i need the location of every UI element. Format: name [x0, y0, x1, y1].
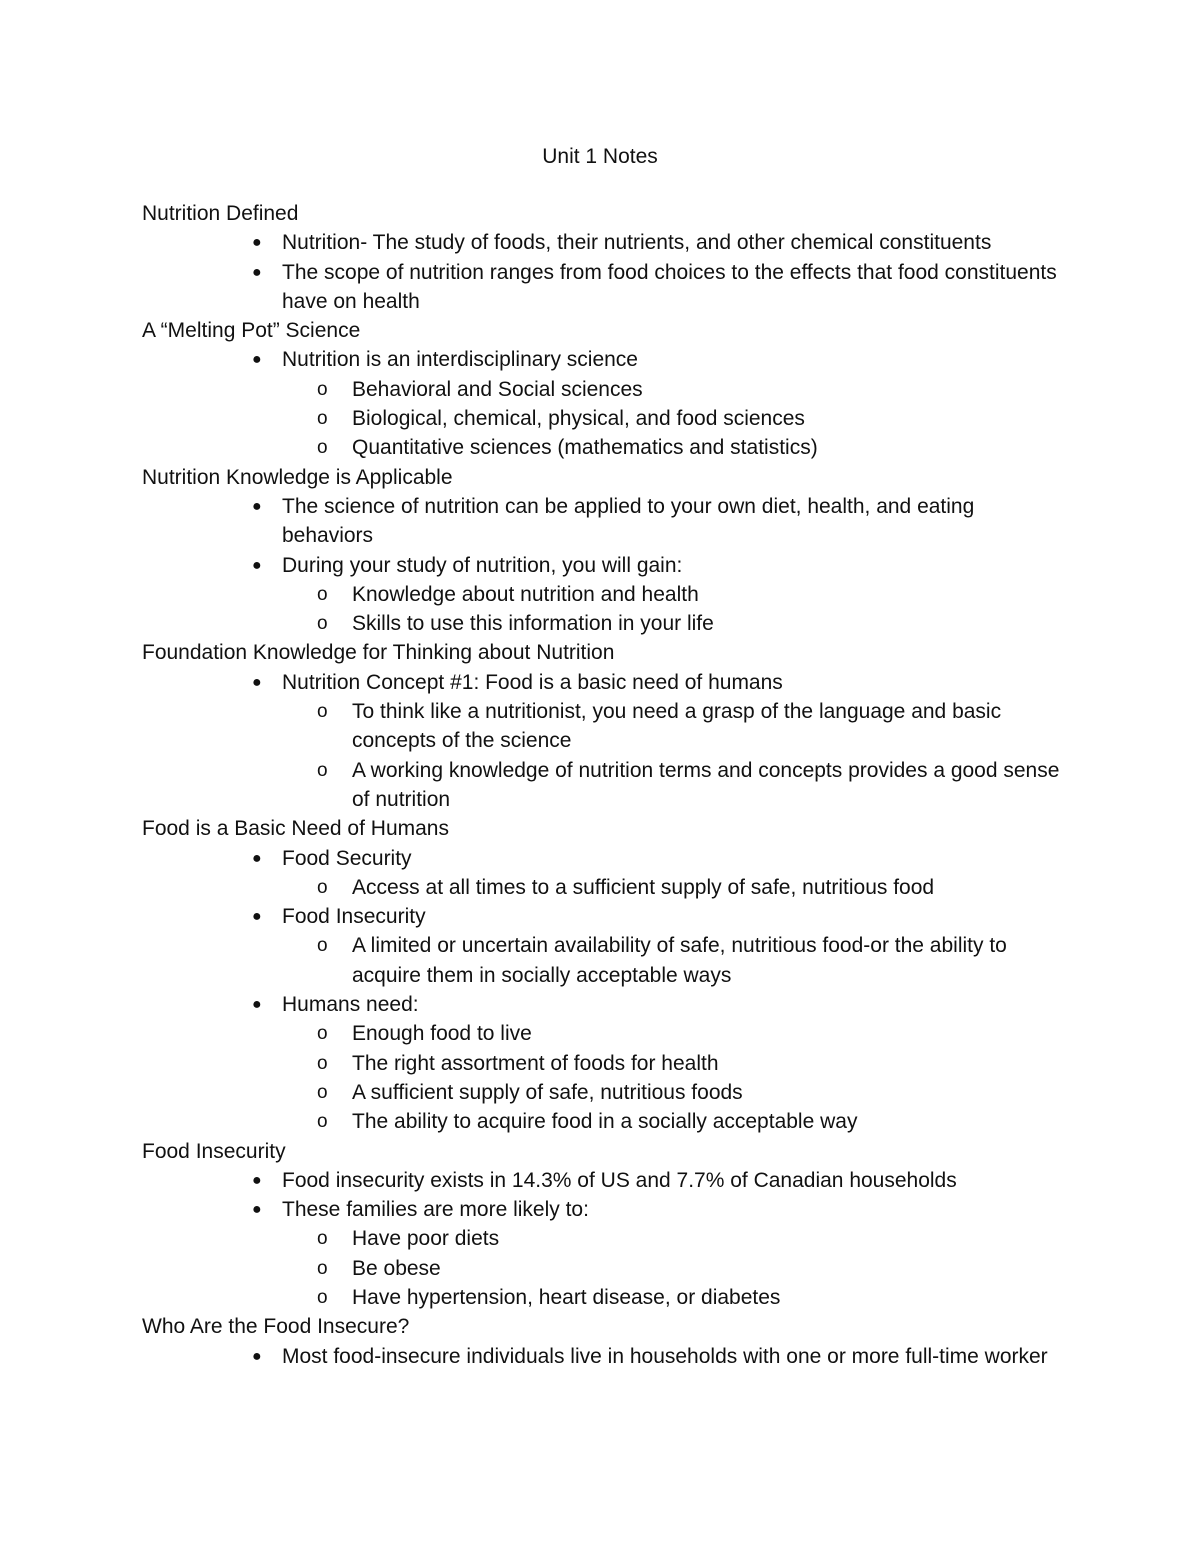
bullet-item	[142, 258, 1062, 317]
bullet-item	[142, 1195, 1062, 1312]
bullet-item	[142, 492, 1062, 551]
sub-bullet-item	[282, 697, 1062, 756]
circle-bullet-icon: o	[317, 583, 328, 605]
bullet-dot-icon: ●	[252, 497, 262, 515]
bullet-list	[142, 492, 1062, 638]
sub-bullet-text: Behavioral and Social sciences	[352, 377, 643, 401]
sub-bullet-text: To think like a nutritionist, you need a grasp of the language and basic concepts of the science	[352, 700, 1002, 753]
sub-bullet-text: Quantitative sciences (mathematics and statistics)	[352, 436, 818, 460]
bullet-dot-icon: ●	[252, 1347, 262, 1365]
circle-bullet-icon: o	[317, 701, 328, 723]
section-heading: Nutrition Defined	[142, 202, 299, 225]
bullet-dot-icon: ●	[252, 673, 262, 691]
circle-bullet-icon: o	[317, 1286, 328, 1308]
bullet-dot-icon: ●	[252, 1171, 262, 1189]
sub-bullet-list	[282, 873, 1062, 902]
bullet-text: Food Insecurity	[282, 905, 426, 929]
bullet-text: Nutrition- The study of foods, their nutrients, and other chemical constituents	[282, 231, 992, 255]
sub-bullet-list	[282, 931, 1062, 990]
sub-bullet-item	[282, 756, 1062, 815]
sub-bullet-text: Enough food to live	[352, 1022, 532, 1046]
sub-bullet-item	[282, 1078, 1062, 1107]
section-heading: A “Melting Pot” Science	[142, 319, 361, 343]
section-heading: Food is a Basic Need of Humans	[142, 817, 449, 841]
section-heading: Foundation Knowledge for Thinking about Nutrition	[142, 641, 615, 665]
sub-bullet-text: The ability to acquire food in a socially acceptable way	[352, 1110, 858, 1134]
sub-bullet-text: A working knowledge of nutrition terms and concepts provides a good sense of nutrition	[352, 758, 1060, 811]
circle-bullet-icon: o	[317, 876, 328, 898]
sub-bullet-list	[282, 375, 1062, 463]
sub-bullet-text: Biological, chemical, physical, and food sciences	[352, 407, 805, 431]
bullet-text: Nutrition is an interdisciplinary science	[282, 348, 638, 372]
sub-bullet-item	[282, 1254, 1062, 1283]
sub-bullet-item	[282, 873, 1062, 902]
bullet-text: The scope of nutrition ranges from food choices to the effects that food constituents have on health	[282, 260, 1057, 313]
circle-bullet-icon: o	[317, 1111, 328, 1133]
bullet-text: Nutrition Concept #1: Food is a basic need of humans	[282, 670, 783, 694]
bullet-item	[142, 228, 1062, 257]
sub-bullet-text: A sufficient supply of safe, nutritious foods	[352, 1080, 743, 1104]
bullet-item	[142, 990, 1062, 1136]
bullet-list	[142, 1166, 1062, 1312]
bullet-item	[142, 345, 1062, 462]
circle-bullet-icon: o	[317, 378, 328, 400]
sub-bullet-text: Access at all times to a sufficient supply of safe, nutritious food	[352, 875, 935, 899]
sub-bullet-item	[282, 433, 1062, 462]
circle-bullet-icon: o	[317, 759, 328, 781]
sub-bullet-text: Have hypertension, heart disease, or diabetes	[352, 1285, 781, 1309]
bullet-list	[142, 228, 1062, 316]
section-heading: Food Insecurity	[142, 1139, 286, 1163]
bullet-dot-icon: ●	[252, 556, 262, 574]
sub-bullet-list	[282, 580, 1062, 639]
sub-bullet-item	[282, 609, 1062, 638]
sub-bullet-item	[282, 375, 1062, 404]
bullet-item	[142, 902, 1062, 990]
bullet-list	[142, 668, 1062, 814]
bullet-item	[142, 1166, 1062, 1195]
bullet-item	[142, 668, 1062, 814]
sub-bullet-item	[282, 931, 1062, 990]
bullet-item	[142, 844, 1062, 903]
circle-bullet-icon: o	[317, 613, 328, 635]
sub-bullet-text: The right assortment of foods for health	[352, 1051, 719, 1075]
bullet-dot-icon: ●	[252, 351, 262, 369]
circle-bullet-icon: o	[317, 1228, 328, 1250]
bullet-list	[142, 844, 1062, 1137]
bullet-text: During your study of nutrition, you will gain:	[282, 553, 683, 577]
bullet-list	[142, 1342, 1062, 1371]
sub-bullet-item	[282, 1107, 1062, 1136]
bullet-dot-icon: ●	[252, 908, 262, 926]
bullet-text: The science of nutrition can be applied to your own diet, health, and eating behaviors	[282, 494, 975, 548]
sub-bullet-item	[282, 1283, 1062, 1312]
bullet-text: Humans need:	[282, 993, 419, 1017]
sub-bullet-list	[282, 1224, 1062, 1312]
sub-bullet-text: Knowledge about nutrition and health	[352, 582, 699, 606]
sub-bullet-list	[282, 1019, 1062, 1136]
sub-bullet-item	[282, 404, 1062, 433]
section-heading: Who Are the Food Insecure?	[142, 1315, 410, 1339]
document-title: Unit 1 Notes	[542, 145, 658, 168]
circle-bullet-icon: o	[317, 408, 328, 430]
bullet-dot-icon: ●	[252, 849, 262, 867]
sub-bullet-item	[282, 580, 1062, 609]
sub-bullet-item	[282, 1049, 1062, 1078]
bullet-dot-icon: ●	[252, 1201, 262, 1219]
sub-bullet-item	[282, 1019, 1062, 1048]
document-body	[142, 199, 1062, 1371]
bullet-text: Most food-insecure individuals live in households with one or more full-time worker	[282, 1344, 1048, 1368]
bullet-dot-icon: ●	[252, 996, 262, 1014]
bullet-text: These families are more likely to:	[282, 1198, 589, 1222]
bullet-dot-icon: ●	[252, 263, 262, 281]
sub-bullet-text: Skills to use this information in your life	[352, 612, 714, 636]
bullet-item	[142, 551, 1062, 639]
section-heading: Nutrition Knowledge is Applicable	[142, 465, 453, 489]
sub-bullet-text: Have poor diets	[352, 1227, 500, 1251]
circle-bullet-icon: o	[317, 437, 328, 459]
bullet-dot-icon: ●	[252, 234, 262, 252]
bullet-text: Food Security	[282, 846, 412, 870]
circle-bullet-icon: o	[317, 1081, 328, 1103]
bullet-text: Food insecurity exists in 14.3% of US and 7.7% of Canadian households	[282, 1168, 957, 1192]
circle-bullet-icon: o	[317, 935, 328, 957]
bullet-item	[142, 1342, 1062, 1371]
sub-bullet-text: A limited or uncertain availability of safe, nutritious food-or the ability to acquire them in socially acceptable ways	[352, 934, 1007, 987]
circle-bullet-icon: o	[317, 1023, 328, 1045]
sub-bullet-text: Be obese	[352, 1256, 441, 1280]
sub-bullet-list	[282, 697, 1062, 814]
sub-bullet-item	[282, 1224, 1062, 1253]
circle-bullet-icon: o	[317, 1257, 328, 1279]
bullet-list	[142, 345, 1062, 462]
circle-bullet-icon: o	[317, 1052, 328, 1074]
